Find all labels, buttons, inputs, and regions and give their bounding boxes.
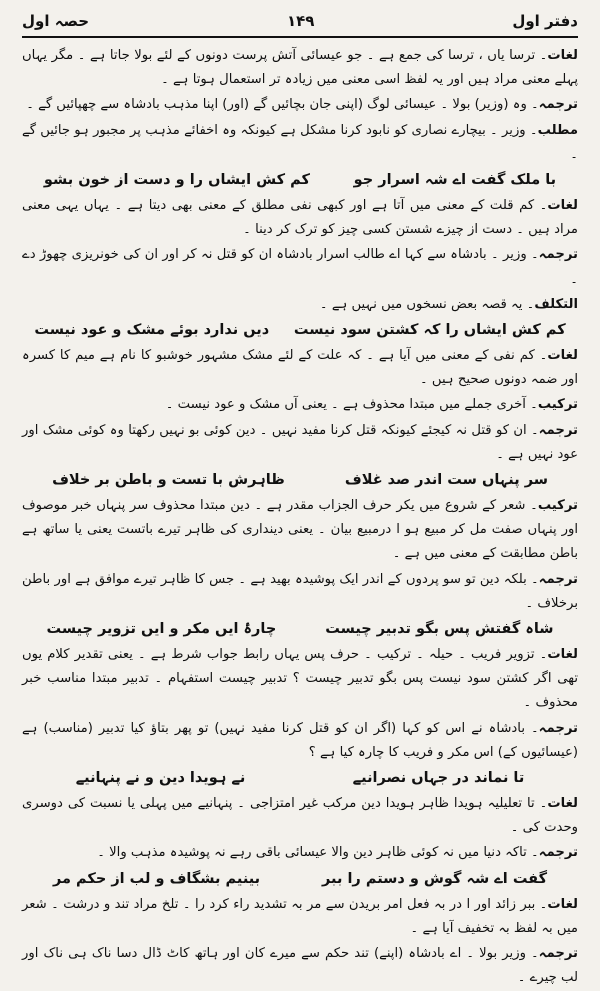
verse-couplet — [22, 867, 578, 892]
section-label: ترجمہ — [538, 946, 578, 962]
section-label: ترکیب — [537, 397, 578, 413]
commentary-paragraph — [22, 893, 578, 941]
verse-couplet — [22, 617, 578, 642]
commentary-paragraph — [22, 792, 578, 840]
section-label: لغات — [547, 48, 578, 63]
verse-second-hemistich: دیں ندارد بوئے مشک و عود نیست — [34, 322, 270, 339]
header-volume-title: دفتر اول — [512, 12, 578, 30]
page-body — [22, 44, 578, 991]
verse-first-hemistich: سر پنہاں ست اندر صد غلاف — [344, 472, 548, 489]
verse-couplet — [22, 318, 578, 343]
paragraph-text: ۔ ببر زائد اور ا در بہ فعل امر بریدن سے مر بہ تشدید راء کرد را ۔ تلخ مراد تند و درشت ۔ شعر میں بہ لفظ بہ تخفیف آیا ہے ۔ — [22, 896, 578, 936]
section-label: ترجمہ — [538, 571, 578, 587]
paragraph-text: ۔ کم قلت کے معنی میں آتا ہے اور کبھی نفی مطلق کے معنی بھی دیتا ہے ۔ یہاں یہی معنی مراد ہیں ۔ دست از چیزے شستن کسی چیز کو ترک کر دینا ۔ — [22, 198, 578, 238]
paragraph-text: ۔ وہ (وزیر) بولا ۔ عیسائی لوگ (اپنی جان بچائیں گے (اور) اپنا مذہب بادشاہ سے چھپائیں گے ۔ — [26, 97, 539, 113]
section-label: ترکیب — [537, 498, 578, 514]
verse-second-hemistich: بینیم بشگاف و لب از حکم مر — [52, 870, 261, 887]
commentary-paragraph — [22, 393, 578, 417]
page-header — [22, 6, 578, 38]
section-label: ترجمہ — [538, 422, 578, 438]
section-label: لغات — [547, 348, 578, 364]
commentary-paragraph — [22, 344, 578, 392]
commentary-paragraph — [22, 293, 578, 317]
commentary-paragraph — [22, 419, 578, 467]
commentary-paragraph — [22, 841, 578, 865]
paragraph-text: ۔ بادشاہ نے اس کو کہا (اگر ان کو قتل کرنا مفید نہیں) تو پھر بتاؤ کیا تدبیر (مناسب) ہے (عیسائیوں کے) اس مکر و فریب کا چارہ کیا ہے ؟ — [22, 720, 578, 760]
commentary-paragraph — [22, 194, 578, 242]
paragraph-text: ۔ تزویر فریب ۔ حیلہ ۔ ترکیب ۔ حرف پس یہاں رابط جواب شرط ہے ۔ یعنی تقدیر کلام یوں تھی اگر کشتن سود نیست پس بگو تدبیر چیست ؟ تدبیر چیست استفہام ۔ تدبیر مبتدا مناسب خبر محذوف ۔ — [22, 647, 578, 711]
commentary-paragraph — [22, 717, 578, 765]
section-label: لغات — [547, 198, 578, 214]
verse-first-hemistich: تا نماند در جہاں نصرانیے — [352, 770, 525, 787]
commentary-paragraph — [22, 93, 578, 117]
commentary-paragraph — [22, 44, 578, 92]
paragraph-text: ۔ بلکہ دین تو سو پردوں کے اندر ایک پوشیدہ بھید ہے ۔ جس کا ظاہر تیرے موافق ہے اور باطن برخلاف ۔ — [22, 571, 578, 611]
verse-first-hemistich: گفت اے شہ گوش و دستم را ببر — [322, 870, 548, 887]
section-label: مطلب — [537, 122, 578, 138]
header-part-title: حصہ اول — [22, 12, 90, 30]
page-number: ۱۴۹ — [286, 12, 315, 30]
section-label: ترجمہ — [538, 247, 578, 263]
verse-second-hemistich: کم کش ایشاں را و دست از خون بشو — [43, 172, 310, 189]
verse-couplet — [22, 468, 578, 493]
paragraph-text: ۔ ان کو قتل نہ کیجئے کیونکہ قتل کرنا مفید نہیں ۔ دین کوئی بو نہیں رکھتا وہ کوئی مشک اور عود نہیں ہے ۔ — [22, 422, 578, 462]
commentary-paragraph — [22, 568, 578, 616]
verse-second-hemistich: ظاہرش با تست و باطن بر خلاف — [52, 472, 285, 489]
paragraph-text: ۔ تاکہ دنیا میں نہ کوئی ظاہر دین والا عیسائی باقی رہے نہ پوشیدہ مذہب والا ۔ — [97, 845, 539, 861]
paragraph-text: ۔ یہ قصہ بعض نسخوں میں نہیں ہے ۔ — [319, 296, 535, 312]
commentary-paragraph — [22, 643, 578, 716]
paragraph-text: ۔ وزیر ۔ بادشاہ سے کہا اے طالب اسرار بادشاہ ان کو قتل نہ کر اور ان کی خونریزی چھوڑ دے ۔ — [22, 247, 578, 287]
paragraph-text: ۔ وزیر بولا ۔ اے بادشاہ (اپنے) تند حکم سے میرے کان اور ہاتھ کاٹ ڈال دسا ناک ہی ناک اور لب چیرے ۔ — [22, 946, 578, 986]
section-label: ترجمہ — [538, 97, 578, 113]
verse-couplet — [22, 168, 578, 193]
paragraph-text: ۔ آخری جملے میں مبتدا محذوف ہے ۔ یعنی آں مشک و عود نیست ۔ — [165, 397, 538, 413]
section-label: ترجمہ — [538, 720, 578, 736]
verse-second-hemistich: نے ہویدا دین و نے پنہانیے — [75, 770, 246, 787]
section-label: لغات — [547, 796, 578, 812]
verse-first-hemistich: شاہ گفتش پس بگو تدبیر چیست — [325, 621, 554, 638]
paragraph-text: ۔ وزیر ۔ بیچارے نصاری کو نابود کرنا مشکل ہے کیونکہ وہ اخفائے مذہب پر مجبور ہو جائیں گے ۔ — [22, 122, 578, 162]
commentary-paragraph — [22, 942, 578, 990]
commentary-paragraph — [22, 494, 578, 567]
commentary-paragraph — [22, 119, 578, 167]
verse-couplet — [22, 766, 578, 791]
commentary-paragraph — [22, 243, 578, 291]
section-label: التکلف — [534, 296, 578, 312]
section-label: لغات — [547, 647, 578, 663]
paragraph-text: ۔ شعر کے شروع میں یکر حرف الجزاب مقدر ہے ۔ دین مبتدا محذوف سر پنہاں خبر موصوف اور پنہاں صفت مل کر مبیع ہو ا درمبیع بیان ۔ یعنی دینداری کی ظاہر تیرے باتست یعنی یا ساتھ ہے باطن مطابقت کے معنی میں ہے ۔ — [22, 498, 578, 562]
paragraph-text: ۔ کم نفی کے معنی میں آیا ہے ۔ کہ علت کے لئے مشک مشہور خوشبو کا نام ہے میم کا کسرہ اور ضمہ دونوں صحیح ہیں ۔ — [22, 348, 578, 388]
paragraph-text: ۔ تا تعلیلیہ ہویدا ظاہر ہویدا دین مرکب غیر امتزاجی ۔ پنہانیے میں پہلی یا نسبت کی دوسری وحدت کی ۔ — [22, 796, 578, 836]
section-label: لغات — [547, 896, 578, 912]
verse-first-hemistich: با ملک گفت اے شہ اسرار جو — [353, 172, 557, 189]
verse-first-hemistich: کم کش ایشاں را کہ کشتن سود نیست — [293, 322, 566, 339]
paragraph-text: ۔ ترسا یاں ، ترسا کی جمع ہے ۔ جو عیسائی آتش پرست دونوں کے لئے بولا جاتا ہے ۔ مگر یہاں پہلے معنی مراد ہیں اور یہ لفظ اسی معنی میں زیادہ تر استعمال ہوتا ہے ۔ — [22, 48, 578, 88]
section-label: ترجمہ — [538, 845, 578, 861]
verse-second-hemistich: چارۂ ایں مکر و ایں تزویر چیست — [46, 621, 277, 638]
